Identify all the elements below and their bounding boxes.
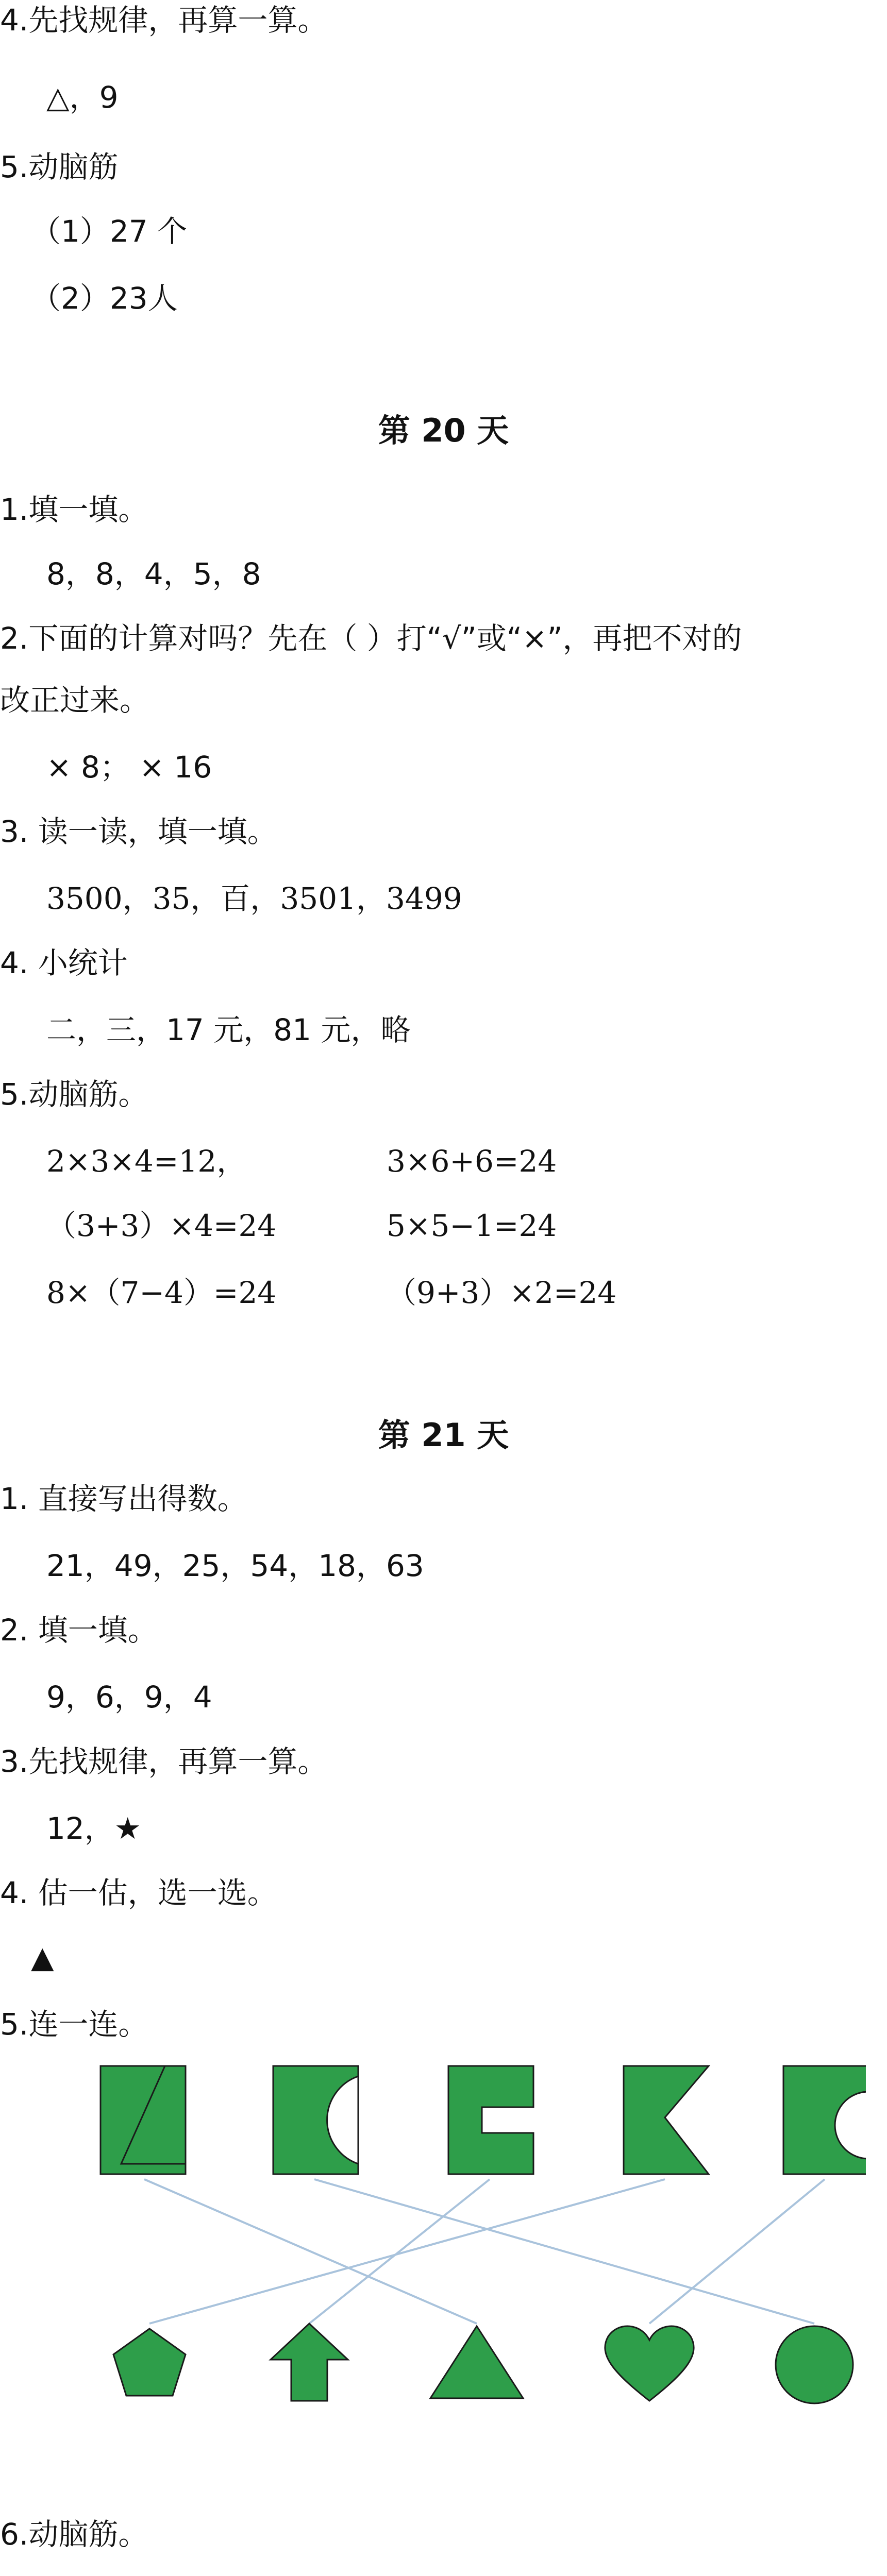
answer-text: 12，★ xyxy=(46,1811,141,1846)
equation: 8×（7−4）=24 xyxy=(46,1275,277,1310)
question-title: 1. 直接写出得数。 xyxy=(0,1481,247,1516)
triangle-shape xyxy=(430,2326,523,2398)
pentagon-shape xyxy=(113,2329,186,2396)
circle-shape xyxy=(776,2326,853,2403)
question-title: 5.动脑筋 xyxy=(0,149,119,184)
answer-text: 21，49，25，54，18，63 xyxy=(46,1548,424,1583)
question-title: 1.填一填。 xyxy=(0,492,148,527)
question-title: 2. 填一填。 xyxy=(0,1613,158,1648)
e-cutout-square xyxy=(448,2066,533,2174)
z-cutout-square xyxy=(101,2066,186,2174)
day-header: 第 21 天 xyxy=(378,1416,509,1454)
question-title: 4. 估一估，选一选。 xyxy=(0,1875,277,1910)
matching-figure xyxy=(93,2056,866,2478)
answer-text: × 8； × 16 xyxy=(46,750,212,785)
question-title: 3. 读一读，填一填。 xyxy=(0,814,277,849)
answer-text: 8，8，4，5，8 xyxy=(46,556,261,591)
equation: 5×5−1=24 xyxy=(387,1208,557,1243)
question-title-cont: 改正过来。 xyxy=(0,683,150,718)
question-title: 5.动脑筋。 xyxy=(0,1077,148,1112)
connection-line xyxy=(149,2179,665,2324)
day-header: 第 20 天 xyxy=(378,412,509,449)
answer-text: △，9 xyxy=(46,80,119,115)
equation: 3×6+6=24 xyxy=(387,1144,557,1179)
question-title: 4.先找规律，再算一算。 xyxy=(0,3,328,38)
equation: （9+3）×2=24 xyxy=(387,1275,617,1310)
question-title: 5.连一连。 xyxy=(0,2007,148,2042)
answer-text: （2）23人 xyxy=(31,281,178,316)
connection-lines xyxy=(144,2179,825,2324)
question-title: 2.下面的计算对吗？先在（ ）打“√”或“×”，再把不对的 xyxy=(0,621,742,656)
equation: 2×3×4=12， xyxy=(46,1144,247,1179)
answer-text: ▲ xyxy=(31,1940,54,1975)
connection-line xyxy=(309,2179,490,2324)
question-title: 6.动脑筋。 xyxy=(0,2517,148,2552)
k-cutout-square xyxy=(624,2066,709,2174)
connection-line xyxy=(144,2179,477,2324)
answer-text: 9，6，9，4 xyxy=(46,1680,212,1715)
question-title: 3.先找规律，再算一算。 xyxy=(0,1744,328,1779)
connection-line xyxy=(314,2179,814,2324)
question-title: 4. 小统计 xyxy=(0,945,128,980)
answer-text: 3500，35，百，3501，3499 xyxy=(46,881,462,916)
answer-text: （1）27 个 xyxy=(31,214,188,249)
heart-shape xyxy=(605,2326,694,2401)
answer-text: 二，三，17 元，81 元，略 xyxy=(46,1012,411,1047)
arrow-shape xyxy=(271,2324,348,2401)
equation: （3+3）×4=24 xyxy=(46,1208,277,1243)
